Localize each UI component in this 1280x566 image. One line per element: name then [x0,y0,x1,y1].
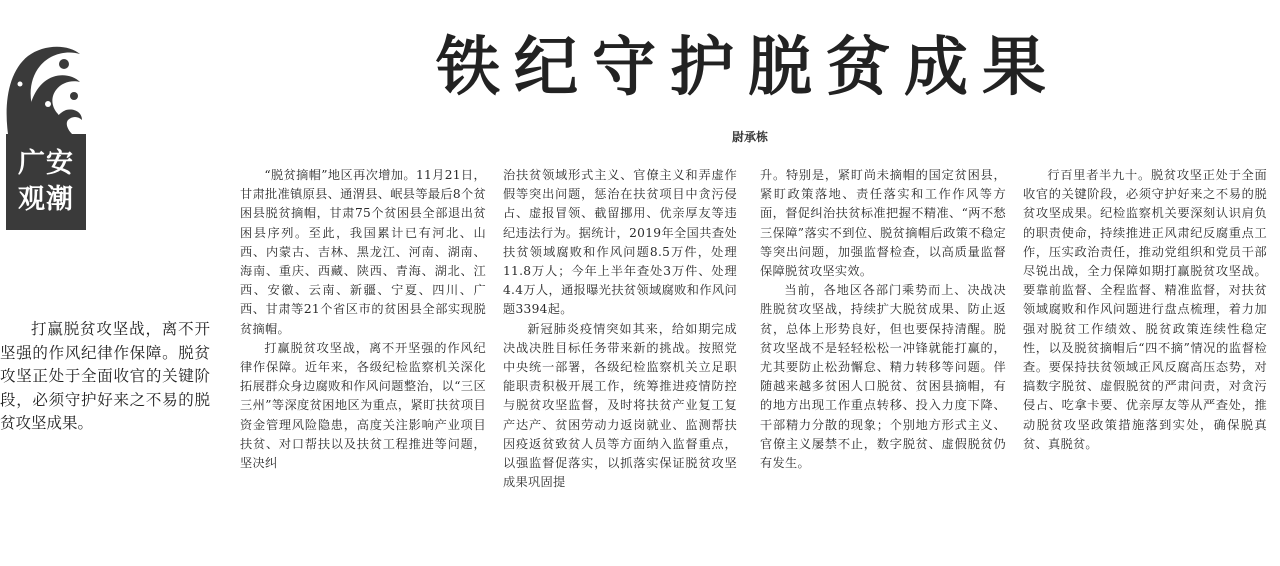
paragraph: 行百里者半九十。脱贫攻坚正处于全面收官的关键阶段，必须守护好来之不易的脱贫攻坚成果。纪检监察机关要深刻认识肩负的职责使命，持续推进正风肃纪反腐重点工作，压实政治责任，推动党组织和党员干部尽锐出战，全力保障如期打赢脱贫攻坚战。要靠前监督、全程监督、精准监督，对扶贫领域腐败和作风问题进行盘点梳理，着力加强对脱贫工作绩效、脱贫政策连续性稳定性，以及脱贫摘帽后“四不摘”情况的监督检查。要保持扶贫领域正风反腐高压态势，对搞数字脱贫、虚假脱贫的严肃问责，对贪污侵占、吃拿卡要、优亲厚友等从严查处，推动脱贫攻坚政策措施落到实处，确保脱真贫、真脱贫。 [1023,168,1267,451]
headline: 铁纪守护脱贫成果 [436,30,1060,105]
wave-logo-icon [2,42,84,136]
intro-summary: 打赢脱贫攻坚战，离不开坚强的作风纪律作保障。脱贫攻坚正处于全面收官的关键阶段，必须守护好来之不易的脱贫攻坚成果。 [0,320,210,432]
paragraph: 治扶贫领域形式主义、官僚主义和弄虚作假等突出问题，惩治在扶贫项目中贪污侵占、虚报冒领、截留挪用、优亲厚友等违纪违法行为。据统计，2019年全国共查处扶贫领域腐败和作风问题8.5万件，处理11.8万人；今年上半年查处3万件、处理4.4万人，通报曝光扶贫领域腐败和作风问题3394起。 [503,168,737,317]
article-column-4 [1023,166,1267,558]
paragraph: “脱贫摘帽”地区再次增加。11月21日，甘肃批准镇原县、通渭县、岷县等最后8个贫困县脱贫摘帽，甘肃75个贫困县全部退出贫困县序列。至此，我国累计已有河北、山西、内蒙古、吉林、黑龙江、河南、湖南、海南、重庆、西藏、陕西、青海、湖北、江西、安徽、云南、新疆、宁夏、四川、广西、甘肃等21个省区市的贫困县全部实现脱贫摘帽。 [240,168,486,336]
column-logo [2,42,86,228]
paragraph: 新冠肺炎疫情突如其来，给如期完成决战决胜目标任务带来新的挑战。按照党中央统一部署，各级纪检监察机关立足职能职责积极开展工作，统筹推进疫情防控与脱贫攻坚监督，及时将扶贫产业复工复产达产、贫困劳动力返岗就业、监测帮扶因疫返贫致贫人员等方面纳入监督重点，以强监督促落实，以抓落实保证脱贫攻坚成果巩固提 [503,321,737,490]
banner-line-1: 广安 [18,148,74,179]
column-banner [6,134,86,230]
paragraph: 打赢脱贫攻坚战，离不开坚强的作风纪律作保障。近年来，各级纪检监察机关深化拓展群众身边腐败和作风问题整治，以“三区三州”等深度贫困地区为重点，紧盯扶贫项目资金管理风险隐患，高度关注影响产业项目扶贫、对口帮扶以及扶贫工程推进等问题，坚决纠 [240,340,486,471]
article-column-3 [760,166,1006,558]
article-column-2 [503,166,737,558]
article-column-1 [240,166,486,558]
byline: 尉承栋 [731,130,768,144]
banner-line-2: 观潮 [18,184,74,215]
paragraph: 当前，各地区各部门乘势而上、决战决胜脱贫攻坚战，持续扩大脱贫成果、防止返贫，总体上形势良好，但也要保持清醒。脱贫攻坚战不是轻轻松松一冲锋就能打赢的，尤其要防止松劲懈怠、精力转移等问题。伴随越来越多贫困人口脱贫、贫困县摘帽，有的地方出现工作重点转移、投入力度下降、干部精力分散的现象；个别地方形式主义、官僚主义屡禁不止，数字脱贫、虚假脱贫仍有发生。 [760,283,1006,471]
paragraph: 升。特别是，紧盯尚未摘帽的国定贫困县，紧盯政策落地、责任落实和工作作风等方面，督促纠治扶贫标准把握不精准、“两不愁三保障”落实不到位、脱贫摘帽后政策不稳定等突出问题，加强监督检查，以高质量监督保障脱贫攻坚实效。 [760,168,1006,279]
